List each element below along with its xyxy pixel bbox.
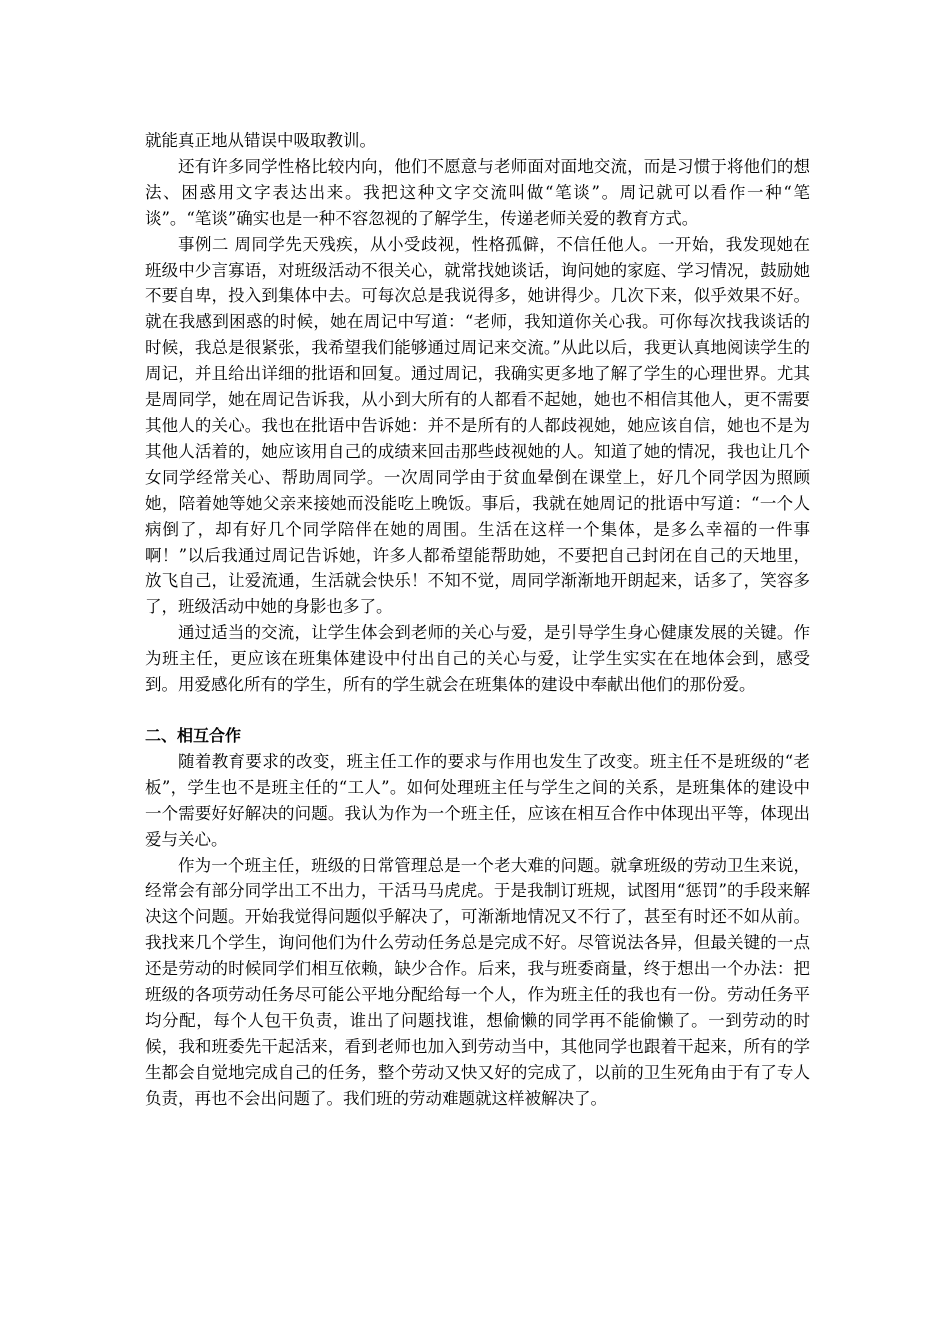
section-heading: 二、相互合作 [145, 725, 242, 745]
paragraph-cleaning-duty: 作为一个班主任，班级的日常管理总是一个老大难的问题。就拿班级的劳动卫生来说，经常会有部分同学出工不出力，干活马马虎虎。于是我制订班规，试图用“惩罚”的手段来解决这个问题。开始我觉得问题似乎解决了，可渐渐地情况又不行了，甚至有时还不如从前。我找来几个学生，询问他们为什么劳动任务总是完成不好。尽管说法各异，但最关键的一点还是劳动的时候同学们相互依赖，缺少合作。后来，我与班委商量，终于想出一个办法：把班级的各项劳动任务尽可能公平地分配给每一个人，作为班主任的我也有一份。劳动任务平均分配，每个人包干负责，谁出了问题找谁，想偷懒的同学再不能偷懒了。一到劳动的时候，我和班委先干起活来，看到老师也加入到劳动当中，其他同学也跟着干起来，所有的学生都会自觉地完成自己的任务，整个劳动又快又好的完成了，以前的卫生死角由于有了专人负责，再也不会出问题了。我们班的劳动难题就这样被解决了。 [145, 855, 810, 1108]
paragraph-continuation: 就能真正地从错误中吸取教训。 [145, 131, 376, 150]
paragraph-case-two: 事例二 周同学先天残疾，从小受歧视，性格孤僻，不信任他人。一开始，我发现她在班级中少言寡语，对班级活动不很关心，就常找她谈话，询问她的家庭、学习情况，鼓励她不要自卑，投入到集体中去。可每次总是我说得多，她讲得少。几次下来，似乎效果不好。就在我感到困惑的时候，她在周记中写道：“老师，我知道你关心我。可你每次找我谈话的时候，我总是很紧张，我希望我们能够通过周记来交流。”从此以后，我更认真地阅读学生的周记，并且给出详细的批语和回复。通过周记，我确实更多地了解了学生的心理世界。尤其是周同学，她在周记告诉我，从小到大所有的人都看不起她，她也不相信其他人，更不需要其他人的关心。我也在批语中告诉她：并不是所有的人都歧视她，她应该自信，她也不是为其他人活着的，她应该用自己的成绩来回击那些歧视她的人。知道了她的情况，我也让几个女同学经常关心、帮助周同学。一次周同学由于贫血晕倒在课堂上，好几个同学因为照顾她，陪着她等她父亲来接她而没能吃上晚饭。事后，我就在她周记的批语中写道：“一个人病倒了，却有好几个同学陪伴在她的周围。生活在这样一个集体，是多么幸福的一件事啊！”以后我通过周记告诉她，许多人都希望能帮助她，不要把自己封闭在自己的天地里，放飞自己，让爱流通，生活就会快乐！不知不觉，周同学渐渐地开朗起来，话多了，笑容多了，班级活动中她的身影也多了。 [145, 234, 810, 617]
document-body [145, 128, 810, 1112]
paragraph-cooperation-intro: 随着教育要求的改变，班主任工作的要求与作用也发生了改变。班主任不是班级的“老板”，学生也不是班主任的“工人”。如何处理班主任与学生之间的关系，是班集体的建设中一个需要好好解决的问题。我认为作为一个班主任，应该在相互合作中体现出平等，体现出爱与关心。 [145, 751, 810, 849]
paragraph-summary: 通过适当的交流，让学生体会到老师的关心与爱，是引导学生身心健康发展的关键。作为班主任，更应该在班集体建设中付出自己的关心与爱，让学生实实在在地体会到，感受到。用爱感化所有的学生，所有的学生就会在班集体的建设中奉献出他们的那份爱。 [145, 623, 810, 695]
paragraph-written-communication: 还有许多同学性格比较内向，他们不愿意与老师面对面地交流，而是习惯于将他们的想法、困惑用文字表达出来。我把这种文字交流叫做“笔谈”。周记就可以看作一种“笔谈”。“笔谈”确实也是一种不容忽视的了解学生，传递老师关爱的教育方式。 [145, 156, 810, 228]
